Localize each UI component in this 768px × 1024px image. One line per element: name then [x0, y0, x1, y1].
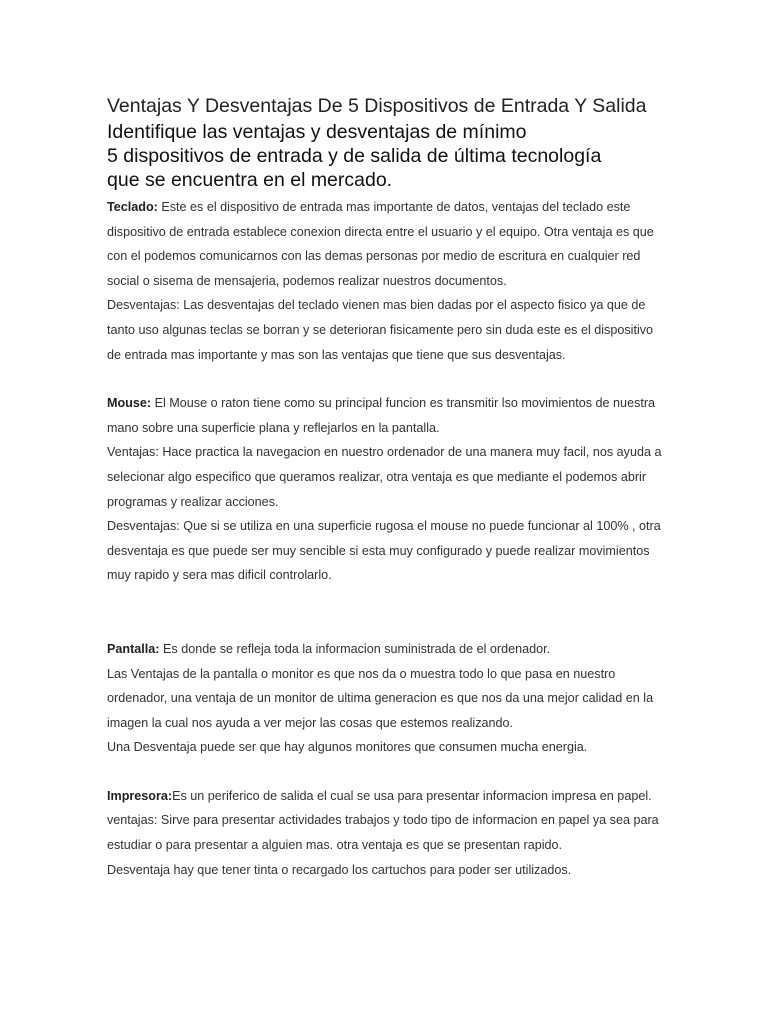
- paragraph-line: Desventajas: Las desventajas del teclado vienen mas bien dadas por el aspecto fisico ya que de: [107, 298, 646, 313]
- text-run: Este es el dispositivo de entrada mas importante de datos, ventajas del teclado este: [157, 200, 631, 214]
- paragraph-line: Desventajas: Que si se utiliza en una superficie rugosa el mouse no puede funcionar al 100% , otra: [107, 519, 661, 534]
- paragraph-line: [107, 637, 667, 662]
- paragraph-line: imagen la cual nos ayuda a ver mejor las cosas que estemos realizando.: [107, 715, 514, 730]
- paragraph-line: Una Desventaja puede ser que hay algunos monitores que consumen mucha energia.: [107, 740, 588, 755]
- document-title: Ventajas Y Desventajas De 5 Dispositivos de Entrada Y Salida: [107, 95, 647, 117]
- section-mouse: [107, 391, 667, 588]
- paragraph-line: muy rapido y sera mas dificil controlarlo.: [107, 568, 332, 583]
- subtitle-line: 5 dispositivos de entrada y de salida de última tecnología: [107, 145, 602, 167]
- paragraph-line: de entrada mas importante y mas son las ventajas que tiene que sus desventajas.: [107, 347, 566, 362]
- paragraph-line: Ventajas: Hace practica la navegacion en nuestro ordenador de una manera muy facil, nos ayuda a: [107, 445, 662, 460]
- text-run: El Mouse o raton tiene como su principal funcion es transmitir lso movimientos de nuestra: [151, 396, 656, 411]
- section-pantalla: [107, 637, 667, 760]
- section-label-teclado: Teclado:: [107, 200, 158, 214]
- paragraph-line: Desventaja hay que tener tinta o recargado los cartuchos para poder ser utilizados.: [107, 862, 572, 877]
- paragraph-line: mano sobre una superficie plana y reflejarlos en la pantalla.: [107, 420, 440, 435]
- paragraph-line: [107, 784, 667, 809]
- paragraph-line: [107, 195, 667, 220]
- paragraph-line: social o sisema de mensajeria, podemos realizar nuestros documentos.: [107, 273, 507, 288]
- paragraph-line: desventaja es que puede ser muy sencible si esta muy configurado y puede realizar movimientos: [107, 543, 650, 558]
- paragraph-line: programas y realizar acciones.: [107, 494, 279, 509]
- section-teclado: [107, 195, 667, 367]
- document-subtitle: [107, 120, 667, 192]
- text-run: Es donde se refleja toda la informacion suministrada de el ordenador.: [159, 641, 551, 656]
- section-impresora: [107, 784, 667, 882]
- paragraph-line: Las Ventajas de la pantalla o monitor es que nos da o muestra todo lo que pasa en nuestro: [107, 666, 616, 681]
- text-run: Es un periferico de salida el cual se usa para presentar informacion impresa en papel.: [172, 788, 652, 803]
- paragraph-line: selecionar algo especifico que queramos realizar, otra ventaja es que mediante el podemos abrir: [107, 469, 647, 484]
- paragraph-line: ordenador, una ventaja de un monitor de ultima generacion es que nos da una mejor calidad en la: [107, 691, 654, 706]
- paragraph-line: estudiar o para presentar a alguien mas. otra ventaja es que se presentan rapido.: [107, 838, 563, 853]
- paragraph-line: dispositivo de entrada establece conexion directa entre el usuario y el equipo. Otra ventaja es que: [107, 224, 654, 239]
- paragraph-line: tanto uso algunas teclas se borran y se deterioran fisicamente pero sin duda este es el dispositivo: [107, 322, 654, 337]
- section-label-mouse: Mouse:: [107, 396, 152, 411]
- document-page: [107, 94, 667, 882]
- subtitle-line: Identifique las ventajas y desventajas de mínimo: [107, 121, 527, 143]
- paragraph-line: [107, 391, 667, 416]
- section-label-pantalla: Pantalla:: [107, 641, 160, 656]
- paragraph-line: con el podemos comunicarnos con las demas personas por medio de escritura en cualquier red: [107, 249, 641, 264]
- section-label-impresora: Impresora:: [107, 788, 173, 803]
- paragraph-line: ventajas: Sirve para presentar actividades trabajos y todo tipo de informacion en papel ya sea para: [107, 813, 659, 828]
- subtitle-line: que se encuentra en el mercado.: [107, 169, 393, 191]
